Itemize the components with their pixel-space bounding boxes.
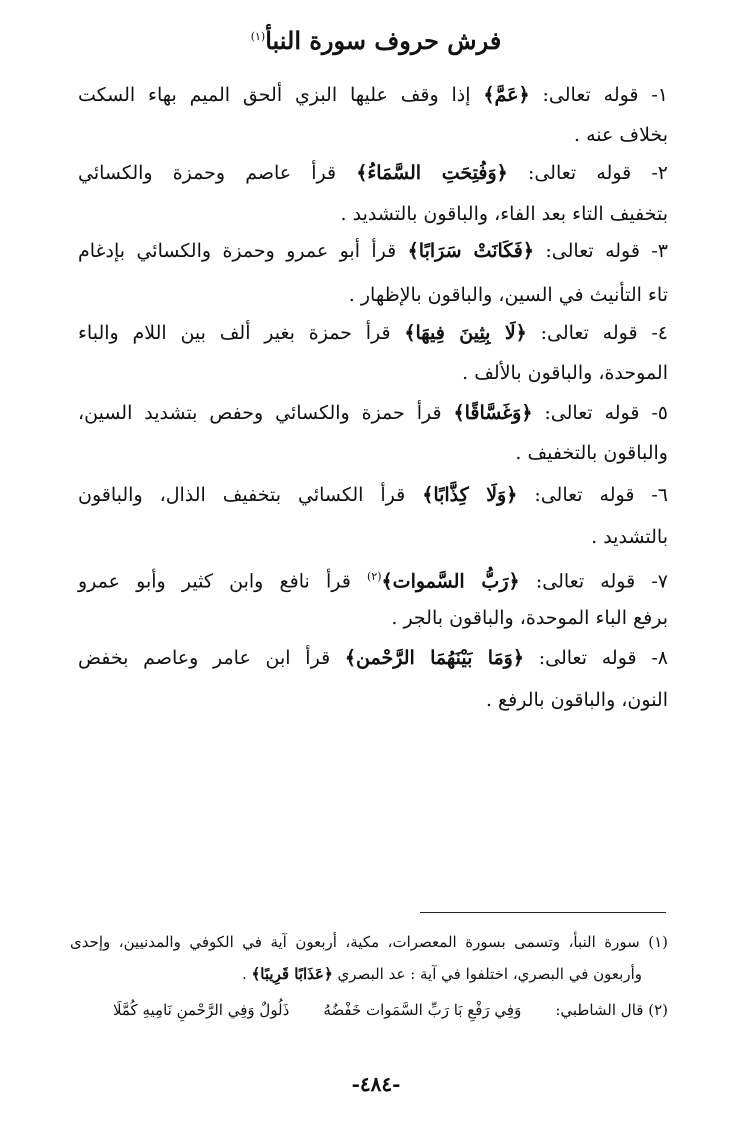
item-7-lead: ٧- قوله تعالى: — [519, 570, 669, 593]
item-7-text: قرأ نافع وابن كثير وأبو عمرو — [78, 570, 368, 593]
item-3-lead: ٣- قوله تعالى: — [533, 240, 669, 262]
footnote-2-hemistich-1: وَفِي رَفْعِ بَا رَبِّ السَّمَوات خَفْضُهُ — [323, 1001, 522, 1019]
item-4-text: قرأ حمزة بغير ألف بين اللام والباء — [78, 322, 405, 344]
item-8-line-2: النون، والباقون بالرفع . — [485, 689, 668, 711]
item-4-quran-word: ﴿لَا بِثِينَ فِيهَا﴾ — [404, 322, 527, 344]
footnote-2-label: (٢) قال الشاطبي: — [555, 1001, 668, 1019]
item-2-line-1 — [78, 158, 668, 188]
item-7-line-1 — [78, 562, 668, 596]
item-6-text: قرأ الكسائي بتخفيف الذال، والباقون — [78, 484, 423, 506]
item-3-line-1 — [78, 236, 668, 266]
footnote-2-hemistich-2: ذَلُولٌ وَفِي الرَّحْمنِ نَامِيهِ كُمَّلَا — [112, 1001, 290, 1019]
item-1-line-1 — [78, 80, 668, 110]
item-1-lead: ١- قوله تعالى: — [529, 84, 669, 106]
item-5-line-1 — [78, 398, 668, 428]
item-6-lead: ٦- قوله تعالى: — [517, 484, 668, 506]
title-footnote-ref: (١) — [250, 30, 266, 43]
item-5-quran-word: ﴿وَغَسَّاقًا﴾ — [453, 402, 533, 424]
page-number: -٤٨٤- — [351, 1072, 401, 1096]
item-3-quran-word: ﴿فَكَانَتْ سَرَابًا﴾ — [407, 240, 534, 262]
item-5-line-2: والباقون بالتخفيف . — [515, 442, 668, 464]
item-1-quran-word: ﴿عَمَّ﴾ — [483, 84, 530, 106]
item-2-text: قرأ عاصم وحمزة والكسائي — [78, 162, 357, 184]
item-1-text: إذا وقف عليها البزي ألحق الميم بهاء السكت — [78, 84, 484, 106]
item-7-quran-word: ﴿رَبُّ السَّموات﴾ — [381, 570, 520, 593]
item-7-footnote-ref: (٢) — [367, 570, 382, 583]
item-6-line-1 — [78, 480, 668, 510]
item-4-line-2: الموحدة، والباقون بالألف . — [462, 362, 668, 384]
item-4-line-1 — [78, 318, 668, 348]
item-8-text: قرأ ابن عامر وعاصم بخفض — [78, 647, 345, 669]
title-text: فرش حروف سورة النبأ — [265, 26, 502, 55]
item-5-text: قرأ حمزة والكسائي وحفص بتشديد السين، — [78, 402, 454, 424]
footnote-1-text: وأربعون في البصري، اختلفوا في آية : عد البصري — [332, 965, 642, 983]
item-6-quran-word: ﴿وَلَا كِذَّابًا﴾ — [422, 484, 518, 506]
footnote-1-quran-word: ﴿عَذَابًا قَرِيبًا﴾ — [251, 965, 333, 983]
item-2-line-2: بتخفيف التاء بعد الفاء، والباقون بالتشديد . — [340, 203, 668, 225]
item-1-line-2: بخلاف عنه . — [574, 124, 668, 146]
footnote-separator — [420, 912, 666, 913]
item-4-lead: ٤- قوله تعالى: — [526, 322, 668, 344]
footnote-1-line-1: (١) سورة النبأ، وتسمى بسورة المعصرات، مكية، أربعون آية في الكوفي والمدنيين، وإحدى — [70, 933, 668, 951]
item-5-lead: ٥- قوله تعالى: — [532, 402, 668, 424]
footnote-1-line-2 — [82, 962, 642, 986]
item-3-line-2: تاء التأنيث في السين، والباقون بالإظهار . — [348, 284, 668, 306]
item-2-quran-word: ﴿وَفُتِحَتِ السَّمَاءُ﴾ — [356, 162, 508, 184]
item-3-text: قرأ أبو عمرو وحمزة والكسائي بإدغام — [78, 240, 408, 262]
item-8-lead: ٨- قوله تعالى: — [523, 647, 668, 669]
item-8-line-1 — [78, 643, 668, 673]
item-2-lead: ٢- قوله تعالى: — [507, 162, 668, 184]
footnote-1-end: . — [241, 965, 252, 983]
item-8-quran-word: ﴿وَمَا بَيْنَهُمَا الرَّحْمن﴾ — [344, 647, 524, 669]
footnote-2 — [70, 998, 668, 1022]
item-6-line-2: بالتشديد . — [591, 526, 668, 548]
item-7-line-2: برفع الباء الموحدة، والباقون بالجر . — [391, 607, 668, 629]
page-title — [0, 26, 752, 55]
